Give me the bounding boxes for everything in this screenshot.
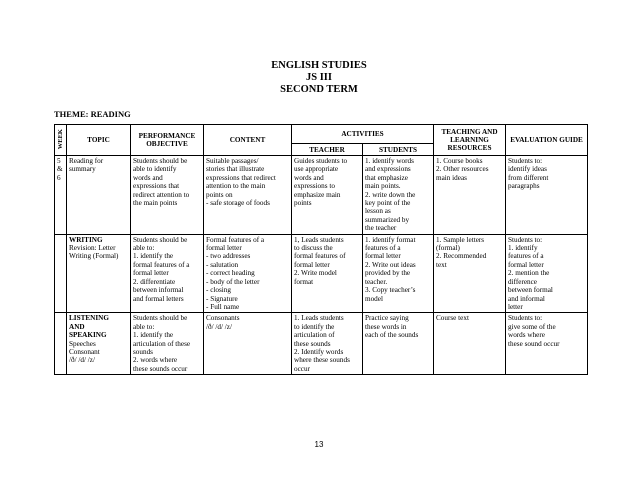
cell-teacher [292,156,363,235]
cell-week [55,313,67,375]
cell-line: Consonant [69,347,100,356]
cell-resources [434,234,506,313]
cell-line: Students to: [508,235,543,244]
cell-week [55,156,67,235]
cell-line: - correct heading [206,269,255,278]
cell-line: main ideas [436,173,467,182]
cell-line: sounds [133,347,153,356]
cell-line: teacher. [365,277,388,286]
cell-line: 2. write down the [365,190,416,199]
cell-line: - safe storage of foods [206,199,270,208]
cell-line: 2. mention the [508,269,550,278]
cell-line: Students should be [133,314,188,323]
cell-line: Students should be [133,235,188,244]
class-level: JS III [306,72,332,83]
cell-line: 6 [57,173,61,182]
cell-line: words where [508,331,545,340]
cell-line: provided by the [365,269,411,278]
cell-students [363,156,434,235]
cell-line: these sounds [294,339,331,348]
cell-line: redirect attention to [133,190,190,199]
cell-line: 2. words where [133,356,178,365]
cell-line: Speeches [69,339,96,348]
cell-content [204,313,292,375]
cell-line: format [294,277,314,286]
header-students: STUDENTS [363,144,434,156]
document-title: ENGLISH STUDIES [271,60,367,71]
cell-line: features of a [508,252,544,261]
header-evaluation-guide: EVALUATION GUIDE [506,125,588,156]
cell-line: AND [69,322,85,331]
cell-line: /ð/ /d/ /z/ [69,356,95,365]
header-topic: TOPIC [67,125,131,156]
cell-line: 1. Course books [436,157,483,165]
cell-line: Consonants [206,314,240,323]
cell-week [55,234,67,313]
cell-line: articulation of these [133,339,191,348]
cell-line: - closing [206,286,231,295]
cell-line: 1. identify [508,244,538,253]
cell-line: 1. Sample letters [436,235,485,244]
cell-line: 5 [57,157,61,165]
cell-line: expressions to [294,182,335,191]
cell-line: emphasize main [294,190,341,199]
cell-line: 2. Write model [294,269,337,278]
cell-evaluation [506,313,588,375]
cell-line: summary [69,165,96,174]
cell-line: between informal [133,286,184,295]
header-teaching-resources: TEACHING AND LEARNING RESOURCES [434,125,506,156]
cell-line: words and [294,173,324,182]
cell-resources [434,156,506,235]
cell-line: Practice saying [365,314,409,323]
cell-line: key point of the [365,199,411,208]
cell-line: 2. Identify words [294,347,344,356]
table-row [55,156,588,235]
cell-line: 1. identify format [365,235,416,244]
cell-line: to identify the [294,322,335,331]
cell-line: LISTENING [69,314,109,323]
cell-content [204,234,292,313]
cell-objective [131,156,204,235]
cell-line: 3. Copy teacher’s [365,286,416,295]
cell-line: Students to: [508,157,543,165]
cell-line: - Full name [206,302,240,311]
cell-objective [131,313,204,375]
cell-line: words and [133,173,163,182]
cell-line: points [294,199,312,208]
cell-line: to discuss the [294,244,333,253]
cell-line: the teacher [365,224,397,233]
cell-line: difference [508,277,537,286]
cell-line: WRITING [69,235,103,244]
cell-line: main points. [365,182,401,191]
cell-line: between formal [508,286,553,295]
cell-topic [67,313,131,375]
cell-line: formal letter [206,244,242,253]
cell-line: Formal features of a [206,235,265,244]
cell-line: text [436,260,447,269]
cell-evaluation [506,234,588,313]
cell-line: Course text [436,314,469,323]
term-label: SECOND TERM [280,84,358,95]
cell-line: expressions that redirect [206,173,276,182]
cell-line: features of a [365,244,401,253]
cell-line: able to: [133,244,155,253]
page-number: 13 [314,440,324,449]
cell-line: 1. identify the [133,252,174,261]
cell-resources [434,313,506,375]
cell-line: and informal [508,294,545,303]
cell-line: 1, Leads students [294,235,344,244]
cell-line: 1. identify the [133,331,174,340]
cell-topic [67,234,131,313]
header-teacher: TEACHER [292,144,363,156]
cell-line: 2. differentiate [133,277,176,286]
cell-line: formal letter [294,260,330,269]
cell-line: these words in [365,322,407,331]
cell-line: articulation of [294,331,335,340]
table-row [55,234,588,313]
cell-line: paragraphs [508,182,540,191]
cell-line: /ð/ /d/ /z/ [206,322,232,331]
cell-content [204,156,292,235]
cell-line: the main points [133,199,178,208]
cell-line: formal letter [133,269,169,278]
cell-line: formal features of [294,252,346,261]
cell-line: 1. Leads students [294,314,344,323]
cell-line: Revision: Letter [69,244,116,253]
cell-teacher [292,313,363,375]
cell-line: able to identify [133,165,177,174]
cell-line: formal letter [508,260,544,269]
cell-line: use appropriate [294,165,339,174]
cell-line: - body of the letter [206,277,260,286]
header-week [55,125,67,156]
cell-line: - salutation [206,260,239,269]
cell-students [363,313,434,375]
cell-teacher [292,234,363,313]
cell-line: where these sounds [294,356,350,365]
cell-line: Suitable passages/ [206,157,259,165]
cell-line: these sounds occur [133,364,188,373]
cell-line: 2. Recommended [436,252,487,261]
cell-line: and expressions [365,165,411,174]
cell-line: points on [206,190,233,199]
cell-line: these sound occur [508,339,560,348]
cell-line: 1. identify words [365,157,414,165]
cell-line: identify ideas [508,165,547,174]
cell-line: give some of the [508,322,556,331]
theme-heading: THEME: READING [54,109,131,119]
cell-students [363,234,434,313]
cell-line: Students to: [508,314,543,323]
cell-line: and formal letters [133,294,184,303]
cell-line: attention to the main [206,182,266,191]
header-content: CONTENT [204,125,292,156]
cell-line: each of the sounds [365,331,419,340]
cell-line: - Signature [206,294,238,303]
cell-line: & [57,165,63,174]
header-activities: ACTIVITIES [292,125,434,144]
cell-line: Guides students to [294,157,348,165]
cell-line: (formal) [436,244,460,253]
cell-line: able to: [133,322,155,331]
cell-line: formal features of a [133,260,190,269]
cell-line: formal letter [365,252,401,261]
cell-line: 2. Write out ideas [365,260,416,269]
cell-line: letter [508,302,523,311]
cell-line: lesson as [365,207,391,216]
cell-line: summarized by [365,215,410,224]
header-week-label: WEEK [56,128,64,150]
cell-line: from different [508,173,549,182]
cell-line: occur [294,364,310,373]
cell-line: stories that illustrate [206,165,265,174]
cell-line: Writing (Formal) [69,252,119,261]
cell-line: expressions that [133,182,180,191]
cell-evaluation [506,156,588,235]
cell-line: model [365,294,383,303]
cell-line: 2. Other resources [436,165,489,174]
cell-line: that emphasize [365,173,408,182]
cell-topic [67,156,131,235]
cell-objective [131,234,204,313]
cell-line: Reading for [69,157,104,165]
cell-line: - two addresses [206,252,251,261]
cell-line: SPEAKING [69,331,107,340]
scheme-of-work-table [54,124,588,375]
table-row [55,313,588,375]
header-performance-objective: PERFORMANCE OBJECTIVE [131,125,204,156]
cell-line: Students should be [133,157,188,165]
